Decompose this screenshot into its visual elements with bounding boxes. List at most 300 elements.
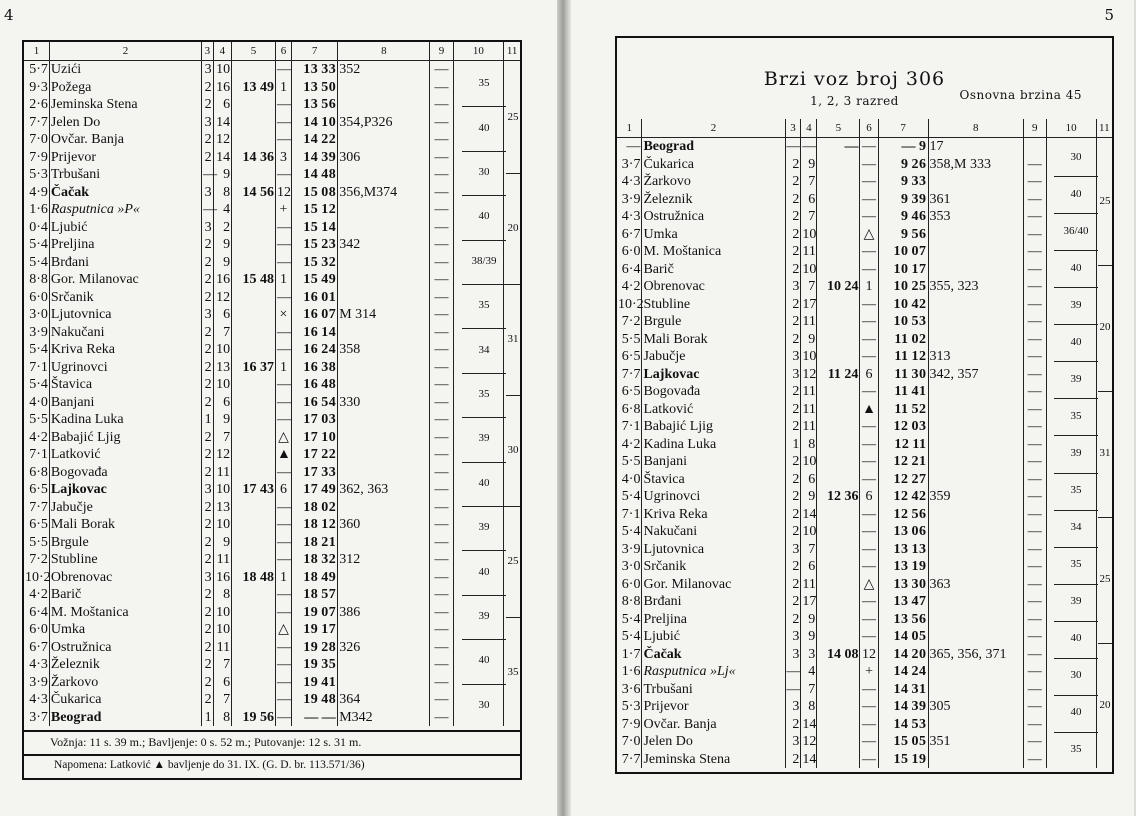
- arrival-cell: 13 49: [232, 79, 276, 97]
- station-name: Beograd: [642, 138, 785, 156]
- speed-label: 30: [1070, 669, 1082, 682]
- running-time-cell: 6: [801, 471, 817, 489]
- crossing-cell: [928, 261, 1023, 279]
- departure-hour: 14: [893, 699, 909, 715]
- arrival-cell: [817, 331, 860, 349]
- station-name: Brđani: [642, 593, 785, 611]
- speed-label: 25: [507, 554, 519, 567]
- departure-hour: 12: [894, 436, 910, 452]
- crossing-cell: [338, 289, 430, 307]
- arrival-cell: 14 56: [232, 184, 276, 202]
- speed-cell: [504, 201, 520, 219]
- column-9-cell: —: [430, 236, 453, 254]
- column-9-cell: —: [1023, 401, 1046, 419]
- column-header: 7: [878, 119, 928, 138]
- km-cell: 5·5: [29, 534, 48, 550]
- km-cell: 4·3: [621, 209, 641, 225]
- stop-cell: —: [276, 709, 291, 725]
- stop-cell: —: [276, 412, 291, 428]
- speed-cell: [453, 271, 504, 289]
- left-summary: Vožnja: 11 s. 39 m.; Bavljenje: 0 s. 52 m.; Putovanje: 12 s. 31 m.: [50, 735, 362, 749]
- crossing-cell: [928, 628, 1023, 646]
- arrival-cell: [232, 394, 276, 412]
- column-9-cell: —: [430, 621, 453, 639]
- speed-cell: [1096, 261, 1112, 279]
- class-cell: 3: [202, 219, 214, 237]
- column-9-cell: —: [1023, 523, 1046, 541]
- departure-hour: 10: [893, 279, 909, 295]
- departure-cell: [292, 79, 338, 97]
- class-cell: 2: [785, 453, 801, 471]
- class-cell: 2: [785, 156, 801, 174]
- crossing-cell: 359: [928, 488, 1023, 506]
- km-cell: 1·6: [621, 664, 641, 680]
- arrival-cell: [232, 166, 276, 184]
- running-time-cell: 6: [801, 191, 817, 209]
- class-cell: 3: [202, 569, 214, 587]
- station-name: Babajić Ljig: [642, 418, 785, 436]
- stop-cell: —: [276, 167, 291, 183]
- column-header: 10: [453, 42, 504, 61]
- km-cell: 5·7: [29, 62, 48, 78]
- column-9-cell: —: [430, 464, 453, 482]
- km-cell: 5·4: [29, 254, 48, 270]
- departure-hour: 15: [303, 202, 319, 218]
- class-cell: 2: [785, 418, 801, 436]
- stop-cell: —: [860, 208, 878, 226]
- table-row: [617, 348, 1112, 366]
- departure-hour: 12: [893, 454, 909, 470]
- speed-cell: [504, 569, 520, 587]
- stop-cell: —: [276, 289, 291, 305]
- km-cell: 6·5: [29, 482, 48, 498]
- column-9-cell: —: [430, 79, 453, 97]
- table-row: [24, 289, 520, 307]
- arrival-cell: [232, 306, 276, 324]
- departure-cell: [292, 586, 338, 604]
- running-time-cell: 8: [801, 436, 817, 454]
- departure-cell: [878, 243, 928, 261]
- departure-hour: 13: [893, 611, 909, 627]
- stop-cell: 1: [275, 569, 291, 587]
- stop-cell: —: [860, 593, 878, 611]
- crossing-cell: [928, 436, 1023, 454]
- running-time-cell: 10: [802, 226, 817, 242]
- departure-hour: 13: [893, 576, 909, 592]
- speed-label: 35: [478, 388, 490, 400]
- left-timetable: [24, 42, 520, 726]
- speed-cell: [1096, 593, 1112, 611]
- column-9-cell: —: [1023, 576, 1046, 594]
- arrival-cell: 15 48: [232, 271, 276, 289]
- km-cell: 10·2: [618, 296, 644, 312]
- arrival-cell: 16 37: [232, 359, 276, 377]
- stop-cell: —: [860, 751, 878, 769]
- crossing-cell: [928, 401, 1023, 419]
- speed-cell: [453, 96, 504, 114]
- class-cell: 2: [785, 488, 801, 506]
- arrival-cell: [232, 201, 276, 219]
- stop-cell: —: [860, 243, 878, 261]
- departure-cell: [878, 418, 928, 436]
- stop-cell: 1: [275, 359, 291, 377]
- departure-minute: 35: [321, 657, 337, 673]
- class-cell: 2: [202, 341, 214, 359]
- km-cell: 7·0: [621, 734, 641, 750]
- departure-cell: [878, 313, 928, 331]
- km-cell: 6·7: [621, 226, 641, 242]
- station-name: Rasputnica »Lj«: [642, 663, 785, 681]
- station-name: Srčanik: [49, 289, 201, 307]
- departure-cell: [292, 306, 338, 324]
- table-row: [24, 79, 520, 97]
- speed-label: 35: [1070, 558, 1082, 571]
- departure-hour: 9: [901, 174, 909, 190]
- station-name: Mali Borak: [642, 331, 785, 349]
- departure-minute: 30: [911, 366, 927, 382]
- speed-cell: [504, 534, 520, 552]
- class-cell: 2: [202, 254, 214, 272]
- stop-cell: —: [276, 324, 291, 340]
- table-row: [24, 236, 520, 254]
- station-name: Kriva Reka: [49, 341, 201, 359]
- table-row: [24, 306, 520, 324]
- station-name: Štavica: [642, 471, 785, 489]
- column-header: 3: [202, 42, 214, 61]
- column-header: 1: [24, 42, 49, 61]
- departure-cell: [878, 138, 928, 156]
- table-row: [617, 593, 1112, 611]
- column-header: 4: [213, 42, 231, 61]
- departure-cell: [292, 499, 338, 517]
- table-row: [24, 639, 520, 657]
- crossing-cell: [338, 499, 430, 517]
- table-row: [24, 446, 520, 464]
- running-time-cell: 17: [802, 296, 817, 312]
- km-cell: 4·3: [29, 657, 48, 673]
- arrival-cell: [232, 674, 276, 692]
- column-header: 10: [1046, 119, 1096, 138]
- running-time-cell: 7: [801, 681, 817, 699]
- departure-minute: 14: [321, 219, 337, 235]
- arrival-cell: [817, 733, 860, 751]
- arrival-cell: [232, 96, 276, 114]
- stop-cell: —: [860, 296, 878, 314]
- column-9-cell: —: [1023, 331, 1046, 349]
- class-cell: 3: [202, 114, 214, 132]
- departure-cell: [292, 534, 338, 552]
- speed-cell: [1096, 156, 1112, 174]
- station-name: Umka: [642, 226, 785, 244]
- km-cell: 5·4: [29, 237, 48, 253]
- arrival-cell: [232, 131, 276, 149]
- arrival-cell: [232, 586, 276, 604]
- arrival-cell: [232, 639, 276, 657]
- departure-minute: 56: [911, 506, 927, 522]
- crossing-cell: [338, 674, 430, 692]
- class-cell: 2: [202, 656, 214, 674]
- station-name: Bogovađa: [49, 464, 201, 482]
- stop-cell: —: [860, 173, 878, 191]
- speed-cell: [504, 376, 520, 394]
- stop-cell: ▲: [860, 401, 878, 419]
- running-time-cell: 10: [213, 516, 231, 534]
- departure-hour: 17: [303, 429, 319, 445]
- stop-cell: —: [276, 604, 291, 620]
- departure-cell: [292, 569, 338, 587]
- km-cell: 8·8: [29, 272, 48, 288]
- departure-cell: [292, 359, 338, 377]
- station-name: Mali Borak: [49, 516, 201, 534]
- crossing-cell: 355, 323: [928, 278, 1023, 296]
- table-row: [617, 191, 1112, 209]
- departure-minute: 30: [911, 576, 927, 592]
- departure-hour: 17: [303, 482, 319, 498]
- speed-cell: [504, 464, 520, 482]
- crossing-cell: [928, 541, 1023, 559]
- speed-label: 35: [1070, 409, 1082, 422]
- station-name: Žarkovo: [49, 674, 201, 692]
- class-cell: 3: [785, 541, 801, 559]
- station-name: Ugrinovci: [642, 488, 785, 506]
- speed-cell: [453, 131, 504, 149]
- station-name: Latković: [49, 446, 201, 464]
- km-cell: 10·2: [25, 569, 51, 585]
- departure-minute: 25: [911, 279, 927, 295]
- departure-cell: [878, 506, 928, 524]
- arrival-cell: [817, 453, 860, 471]
- speed-cell: [453, 534, 504, 552]
- km-cell: 7·1: [29, 447, 48, 463]
- km-cell: 7·0: [29, 132, 48, 148]
- arrival-cell: [817, 296, 860, 314]
- column-9-cell: —: [430, 429, 453, 447]
- stop-cell: —: [276, 342, 291, 358]
- running-time-cell: 12: [213, 446, 231, 464]
- column-header: 5: [232, 42, 276, 61]
- table-row: [24, 691, 520, 709]
- crossing-cell: [928, 523, 1023, 541]
- running-time-cell: 9: [213, 236, 231, 254]
- running-time-cell: 8: [213, 709, 231, 727]
- departure-minute: 53: [911, 716, 927, 732]
- departure-minute: 02: [321, 499, 337, 515]
- speed-label: 35: [1070, 743, 1082, 756]
- speed-cell: [504, 359, 520, 377]
- running-time-cell: 14: [802, 751, 817, 767]
- class-cell: 2: [202, 429, 214, 447]
- speed-cell: [504, 691, 520, 709]
- departure-minute: 50: [321, 79, 337, 95]
- class-cell: 2: [785, 243, 801, 261]
- column-header: 8: [928, 119, 1023, 138]
- table-row: [617, 173, 1112, 191]
- km-cell: 6·5: [621, 349, 641, 365]
- speed-label: 39: [1070, 298, 1082, 311]
- class-cell: 2: [202, 324, 214, 342]
- running-time-cell: 17: [802, 594, 817, 610]
- km-cell: 6·4: [621, 261, 641, 277]
- km-cell: 5·5: [621, 454, 641, 470]
- crossing-cell: [928, 558, 1023, 576]
- class-cell: 2: [785, 401, 801, 419]
- departure-cell: [878, 628, 928, 646]
- speed-label: 39: [478, 432, 490, 445]
- arrival-cell: 14 08: [817, 646, 860, 664]
- crossing-cell: 326: [338, 639, 430, 657]
- column-9-cell: —: [1023, 681, 1046, 699]
- crossing-cell: [928, 418, 1023, 436]
- departure-cell: [878, 698, 928, 716]
- arrival-cell: [817, 261, 860, 279]
- table-row: [24, 376, 520, 394]
- crossing-cell: [928, 296, 1023, 314]
- arrival-cell: [817, 226, 860, 244]
- column-9-cell: —: [1023, 191, 1046, 209]
- departure-hour: 14: [303, 149, 319, 165]
- column-9-cell: —: [1023, 436, 1046, 454]
- running-time-cell: —: [802, 139, 817, 155]
- column-9-cell: —: [1023, 471, 1046, 489]
- table-row: [24, 394, 520, 412]
- km-cell: 1·7: [621, 646, 641, 662]
- station-name: Ugrinovci: [49, 359, 201, 377]
- running-time-cell: 7: [801, 278, 817, 296]
- station-name: Kadina Luka: [642, 436, 785, 454]
- running-time-cell: 9: [801, 488, 817, 506]
- departure-minute: 9: [919, 139, 927, 155]
- table-row: [617, 576, 1112, 594]
- speed-label: 39: [1070, 372, 1082, 385]
- km-cell: 6·0: [29, 289, 48, 305]
- departure-minute: 56: [911, 226, 927, 242]
- table-row: [617, 156, 1112, 174]
- crossing-cell: 353: [928, 208, 1023, 226]
- table-row: [617, 383, 1112, 401]
- departure-cell: [878, 208, 928, 226]
- departure-hour: 12: [893, 489, 909, 505]
- book-gutter: [557, 0, 571, 816]
- running-time-cell: 3: [801, 646, 817, 664]
- departure-minute: 47: [911, 594, 927, 610]
- departure-cell: [878, 453, 928, 471]
- station-name: Kadina Luka: [49, 411, 201, 429]
- km-cell: 5·4: [29, 377, 48, 393]
- speed-cell: [453, 674, 504, 692]
- right-timetable-frame: [615, 36, 1114, 774]
- departure-hour: 15: [893, 734, 909, 750]
- arrival-cell: —: [817, 138, 860, 156]
- km-cell: 7·1: [621, 419, 641, 435]
- column-header: 9: [430, 42, 453, 61]
- crossing-cell: [338, 131, 430, 149]
- departure-minute: 54: [321, 394, 337, 410]
- departure-hour: 17: [303, 412, 319, 428]
- stop-cell: —: [860, 733, 878, 751]
- running-time-cell: 7: [213, 691, 231, 709]
- class-cell: 2: [785, 506, 801, 524]
- departure-minute: 48: [321, 692, 337, 708]
- table-row: [617, 366, 1112, 384]
- table-row: [617, 138, 1112, 156]
- column-9-cell: —: [1023, 488, 1046, 506]
- departure-hour: 12: [893, 419, 909, 435]
- departure-hour: 15: [303, 184, 319, 200]
- stop-cell: —: [860, 383, 878, 401]
- header-row: [617, 119, 1112, 138]
- departure-cell: [878, 646, 928, 664]
- class-cell: 2: [202, 289, 214, 307]
- departure-hour: 18: [303, 499, 319, 515]
- table-row: [24, 166, 520, 184]
- arrival-cell: [232, 464, 276, 482]
- arrival-cell: [817, 348, 860, 366]
- stop-cell: ×: [275, 306, 291, 324]
- departure-cell: [878, 611, 928, 629]
- station-name: Jelen Do: [49, 114, 201, 132]
- station-name: Babajić Ljig: [49, 429, 201, 447]
- km-cell: 6·4: [29, 604, 48, 620]
- departure-cell: [292, 324, 338, 342]
- table-row: [24, 674, 520, 692]
- station-name: Srčanik: [642, 558, 785, 576]
- departure-minute: 27: [911, 471, 927, 487]
- km-cell: 5·4: [621, 611, 641, 627]
- km-cell: —: [626, 139, 641, 155]
- running-time-cell: 9: [801, 331, 817, 349]
- running-time-cell: 11: [802, 576, 816, 592]
- km-cell: 3·7: [621, 156, 641, 172]
- station-name: Banjani: [49, 394, 201, 412]
- column-9-cell: [1023, 138, 1046, 156]
- class-cell: 2: [202, 534, 214, 552]
- station-name: Trbušani: [642, 681, 785, 699]
- departure-hour: 13: [303, 97, 319, 113]
- running-time-cell: 8: [213, 184, 231, 202]
- departure-minute: 24: [911, 664, 927, 680]
- station-name: Jelen Do: [642, 733, 785, 751]
- km-cell: 3·9: [29, 674, 48, 690]
- station-name: Ljubić: [49, 219, 201, 237]
- km-cell: 5·5: [621, 331, 641, 347]
- departure-minute: 21: [911, 454, 927, 470]
- table-row: [24, 341, 520, 359]
- departure-cell: [878, 278, 928, 296]
- table-row: [617, 278, 1112, 296]
- table-row: [24, 184, 520, 202]
- arrival-cell: 14 36: [232, 149, 276, 167]
- class-cell: 2: [202, 464, 214, 482]
- class-cell: 3: [202, 481, 214, 499]
- speed-cell: [1096, 681, 1112, 699]
- speed-cell: [504, 499, 520, 517]
- departure-cell: [292, 61, 338, 79]
- departure-hour: 15: [893, 751, 909, 767]
- speed-cell: [1096, 226, 1112, 244]
- class-cell: 3: [202, 306, 214, 324]
- speed-label: 30: [1070, 150, 1082, 163]
- departure-hour: 18: [303, 534, 319, 550]
- class-cell: —: [203, 202, 218, 218]
- departure-hour: 18: [303, 517, 319, 533]
- table-row: [617, 646, 1112, 664]
- departure-cell: [292, 411, 338, 429]
- departure-cell: [292, 429, 338, 447]
- departure-cell: [292, 341, 338, 359]
- column-header: 6: [275, 42, 291, 61]
- departure-hour: 16: [303, 307, 319, 323]
- train-classes: 1, 2, 3 razred: [810, 94, 899, 108]
